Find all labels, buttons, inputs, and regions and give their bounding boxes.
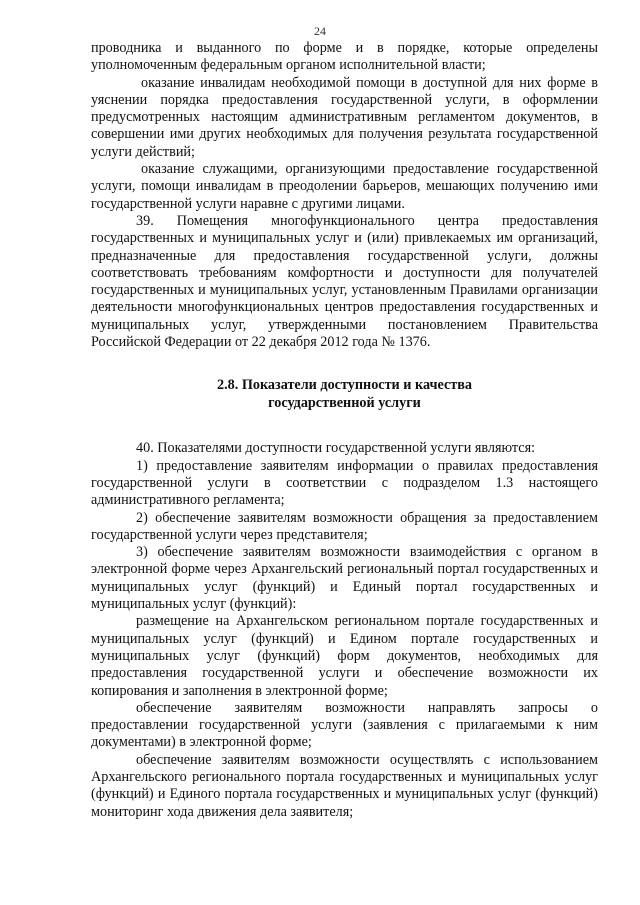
section-heading-line-1: 2.8. Показатели доступности и качества bbox=[217, 377, 472, 394]
paragraph: 40. Показателями доступности государственной услуги являются: bbox=[136, 440, 536, 457]
paragraph: проводника и выданного по форме и в порядке, которые определены уполномоченным федеральным органом исполнительной власти; bbox=[91, 40, 598, 74]
paragraph: оказание служащими, организующими предоставление государственной услуги, помощи инвалидам в преодолении барьеров, мешающих получению ими государственной услуги наравне с другими лицами. bbox=[91, 161, 598, 212]
paragraph: обеспечение заявителям возможности осуществлять с использованием Архангельского регионального портала государственных и муниципальных услуг (функций) и Единого портала государственных и муниципальных услуг (функций) мониторинг хода движения дела заявителя; bbox=[91, 751, 598, 820]
document-body bbox=[91, 40, 598, 821]
paragraph: 3) обеспечение заявителям возможности взаимодействия с органом в электронной форме через Архангельский региональный портал государственных и муниципальных услуг (функций) и Единый портал государственных и муниципальных услуг (функций): bbox=[91, 544, 598, 613]
page-number: 24 bbox=[314, 24, 326, 38]
paragraph: 2) обеспечение заявителям возможности обращения за предоставлением государственной услуги через представителя; bbox=[91, 509, 598, 543]
paragraph: 1) предоставление заявителям информации о правилах предоставления государственной услуги в соответствии с подразделом 1.3 настоящего административного регламента; bbox=[91, 457, 598, 509]
paragraph: обеспечение заявителям возможности направлять запросы о предоставлении государственной услуги (заявления с прилагаемыми к ним документами) в электронной форме; bbox=[91, 699, 598, 751]
section-heading-line-2: государственной услуги bbox=[268, 394, 421, 411]
paragraph: 39. Помещения многофункционального центра предоставления государственных и муниципальных услуг и (или) привлекаемых им организаций, предназначенные для предоставления государственной услуги, должны соответствовать требованиям комфортности и доступности для получателей государственных и муниципальных услуг, установленным Правилами организации деятельности многофункциональных центров предоставления государственных и муниципальных услуг, утвержденными постановлением Правительства Российской Федерации от 22 декабря 2012 года № 1376. bbox=[91, 212, 598, 351]
paragraph: оказание инвалидам необходимой помощи в доступной для них форме в уяснении порядка предоставления государственной услуги, в оформлении предусмотренных настоящим административным регламентом документов, в совершении ими других необходимых для получения результата государственной услуги действий; bbox=[91, 74, 598, 160]
paragraph: размещение на Архангельском региональном портале государственных и муниципальных услуг (функций) и Едином портале государственных и муниципальных услуг (функций) форм документов, необходимых для предоставления государственной услуги и обеспечение возможности их копирования и заполнения в электронной форме; bbox=[91, 613, 598, 699]
section-heading bbox=[91, 377, 598, 412]
